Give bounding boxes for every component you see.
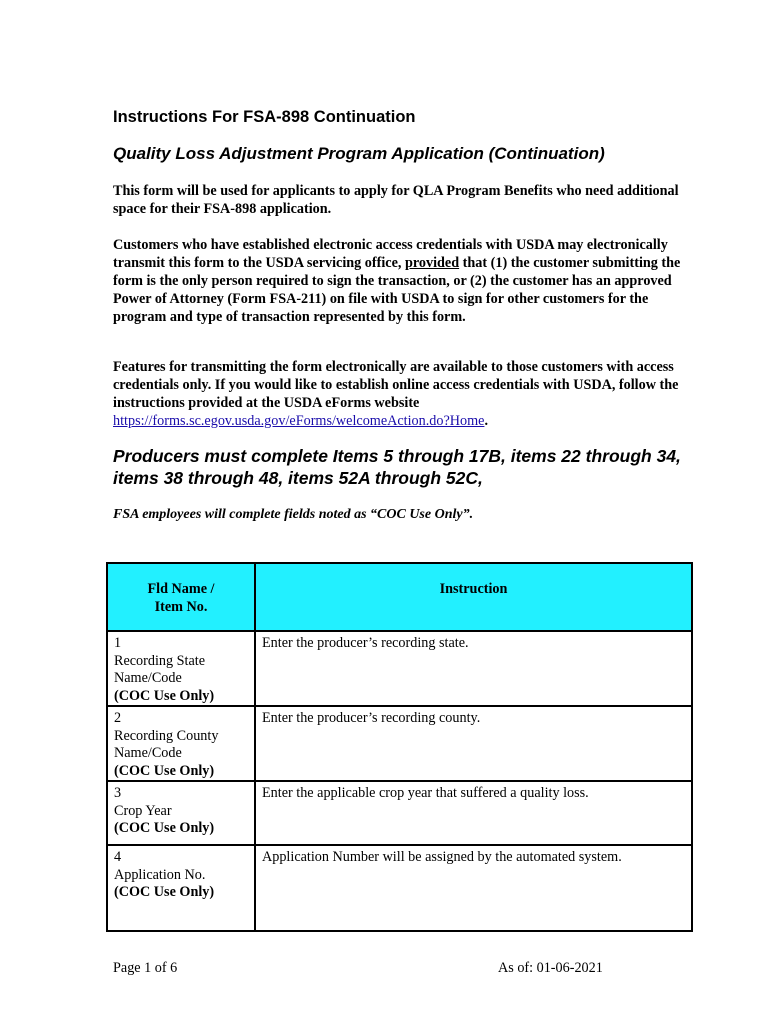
field-number: 2 (114, 710, 122, 726)
header-field-name-line2: Item No. (154, 599, 208, 615)
field-name: Recording State (114, 652, 206, 669)
instruction-cell (255, 631, 692, 706)
header-instruction (255, 563, 692, 631)
credentials-text-start: Customers who have established electronic access credentials with USDA may electronically transmit this form to the USDA servicing office, (113, 237, 668, 271)
instruction-text: Enter the producer’s recording state. (262, 635, 469, 651)
field-name: Crop Year (114, 802, 172, 819)
table-row (107, 631, 692, 706)
header-field-name (107, 563, 255, 631)
eforms-link[interactable]: https://forms.sc.egov.usda.gov/eForms/welcomeAction.do?Home (113, 413, 485, 429)
field-number: 4 (114, 849, 122, 865)
field-cell (107, 781, 255, 845)
table-row (107, 845, 692, 931)
producers-note: Producers must complete Items 5 through 17B, items 22 through 34, items 38 through 48, items 52A through 52C, (113, 446, 681, 488)
document-title: Instructions For FSA-898 Continuation (113, 108, 416, 126)
field-cell (107, 706, 255, 781)
field-cell (107, 631, 255, 706)
field-cell (107, 845, 255, 931)
field-name: Recording County (114, 727, 219, 744)
field-name-cont: Name/Code (114, 670, 182, 686)
coc-use-only: (COC Use Only) (114, 884, 215, 900)
coc-use-only: (COC Use Only) (114, 820, 215, 836)
field-name: Application No. (114, 866, 206, 883)
fsa-employees-note: FSA employees will complete fields noted as “COC Use Only”. (113, 507, 474, 522)
instruction-text: Application Number will be assigned by the automated system. (262, 849, 622, 865)
features-text: Features for transmitting the form electronically are available to those customers with access credentials only. If you would like to establish online access credentials with USDA, follow the instructions provided at the USDA eForms website (113, 359, 679, 411)
field-name-cont: Name/Code (114, 745, 182, 761)
instructions-table (106, 562, 693, 932)
coc-use-only: (COC Use Only) (114, 762, 215, 779)
features-end: . (484, 413, 488, 429)
header-instruction-label: Instruction (439, 581, 508, 597)
field-number: 1 (114, 635, 122, 651)
intro-paragraph: This form will be used for applicants to apply for QLA Program Benefits who need additional space for their FSA-898 application. (113, 183, 679, 217)
instruction-text: Enter the applicable crop year that suffered a quality loss. (262, 785, 589, 801)
features-paragraph (113, 358, 693, 430)
table-header-row (107, 563, 692, 631)
table-row (107, 781, 692, 845)
coc-use-only: (COC Use Only) (114, 687, 215, 704)
credentials-paragraph (113, 236, 693, 326)
header-field-name-line1: Fld Name / (147, 581, 215, 597)
as-of-date: As of: 01-06-2021 (498, 960, 603, 976)
field-number: 3 (114, 785, 122, 801)
instruction-cell (255, 781, 692, 845)
table-row (107, 706, 692, 781)
instruction-cell (255, 845, 692, 931)
credentials-text-end: that (1) the customer submitting the form is the only person required to sign the transaction, or (2) the customer has an approved Power of Attorney (Form FSA-211) on file with USDA to sign for other customers for the program and type of transaction represented by this form. (113, 255, 681, 325)
document-subtitle: Quality Loss Adjustment Program Application (Continuation) (113, 144, 605, 163)
provided-underlined: provided (404, 255, 460, 271)
instruction-cell (255, 706, 692, 781)
instruction-text: Enter the producer’s recording county. (262, 710, 481, 726)
page-number: Page 1 of 6 (113, 960, 178, 976)
